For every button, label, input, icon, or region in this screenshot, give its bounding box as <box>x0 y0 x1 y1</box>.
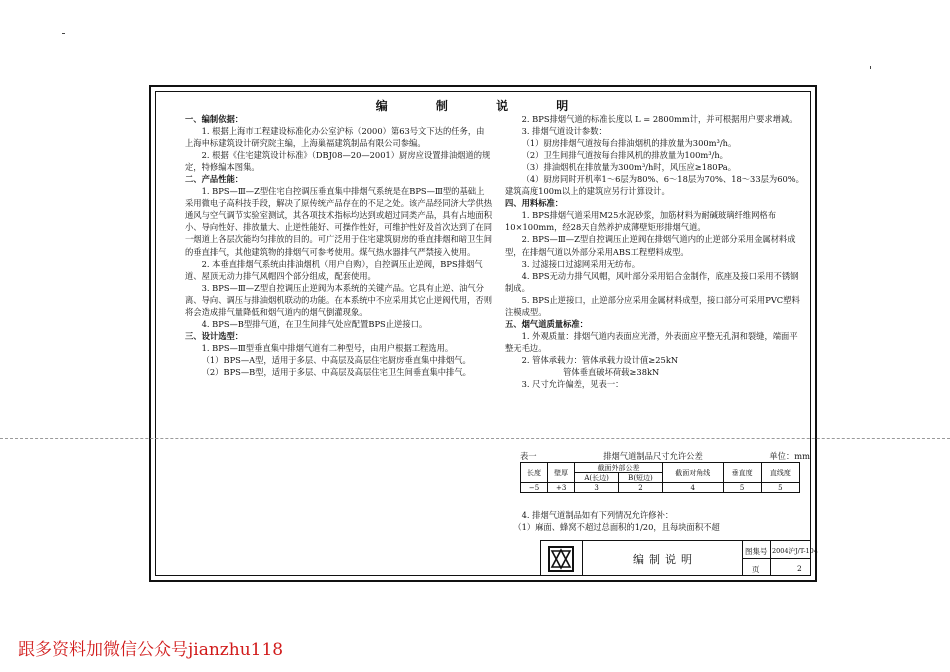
paragraph: 5. BPS止逆接口，止逆部分应采用金属材料成型，接口部分可采用PVC塑料注模成型。 <box>505 294 800 317</box>
paragraph: 2. 根据《住宅建筑设计标准》（DBJ08—20—2001）厨房应设置排油烟道的规定，特修编本图集。 <box>185 150 491 173</box>
paragraph: （2）卫生间排气道按每台排风机的排放量为100m³/h。 <box>521 150 728 161</box>
header-diagonal: 截面对角线 <box>662 463 723 483</box>
paragraph: （1）麻面、蜂窝不超过总面积的1/20，且每块面积不超 <box>513 522 720 533</box>
tolerance-table <box>520 462 800 493</box>
fold-line <box>0 438 950 439</box>
paragraph: 1. BPS—Ⅲ—Z型住宅自控调压垂直集中排烟气系统是在BPS—Ⅲ型的基础上采用微电子高科技手段，解决了原传统产品存在的不足之处。该产品经同济大学供热通风与空气调节实验室测试，其各项技术指标均达到或超过同类产品，具有占地面积小、导向性好、排放量大、止逆性能好、可操作性好，可维护性好及首次达到了在同一烟道上各层次能均匀排放的目的。可广泛用于住宅建筑厨房的垂直排烟和暗卫生间的垂直排气，其他建筑物的排烟气可参考使用。煤气热水器排气严禁接入使用。 <box>185 186 492 257</box>
paragraph: 2. BPS排烟气道的标准长度以 L = 2800mm计，并可根据用户要求增减。 <box>521 114 798 124</box>
paragraph: 3. BPS—Ⅲ—Z型自控调压止逆阀为本系统的关键产品。它具有止逆、油气分离、导向、调压与排油烟机联动的功能。在本系统中不应采用其它止逆阀代用，否则将会造成排气量降低和烟气道内的烟气倒灌现象。 <box>185 282 492 317</box>
paragraph: 1. BPS排烟气道采用M25水泥砂浆，加筋材料为耐碱玻璃纤维网格布10×100mm，经28天自然养护成薄壁矩形排烟气道。 <box>505 210 776 233</box>
header-wall: 壁厚 <box>548 463 575 483</box>
paragraph: 2. 本垂直排烟气系统由排油烟机（用户自购），自控调压止逆阀，BPS排烟气道、屋顶无动力排气风帽四个部分组成，配套使用。 <box>185 258 483 281</box>
header-straight: 直线度 <box>761 463 799 483</box>
table-title: 排烟气道制品尺寸允许公差 <box>603 451 703 461</box>
section-heading: 二、产品性能： <box>185 174 244 185</box>
title-block-rule <box>742 558 811 559</box>
paragraph: 1. 根据上海市工程建设标准化办公室沪标（2000）第63号文下达的任务，由上海申标建筑设计研究院主编，上海巢福建筑制品有限公司参编。 <box>185 126 485 149</box>
paragraph: （4）厨房同时开机率1～6层为80%、6～18层为70%、18～33层为60%。建筑高度100m以上的建筑应另行计算设计。 <box>505 174 804 197</box>
paragraph: 1. BPS—Ⅲ型垂直集中排烟气道有二种型号，由用户根据工程选用。 <box>201 342 454 353</box>
paragraph: 4. 排烟气道制品如有下列情况允许修补： <box>521 510 674 520</box>
left-column <box>185 113 492 378</box>
section-heading: 五、烟气道质量标准： <box>505 318 588 329</box>
paragraph: （1）厨房排烟气道按每台排油烟机的排放量为300m³/h。 <box>521 138 737 149</box>
section-heading: 一、编制依据： <box>185 114 244 124</box>
paragraph: 管体垂直破坏荷载≥38kN <box>563 366 660 377</box>
paragraph: 3. 过滤接口过滤网采用无纺布。 <box>521 258 641 269</box>
table-row <box>521 483 800 493</box>
paragraph: 2. 管体承载力：管体承载力设计值≥25kN <box>521 354 679 365</box>
section-heading: 四、用料标准： <box>505 198 564 209</box>
paragraph: （3）排油烟机在排放量为300m³/h时，风压应≥180Pa。 <box>521 162 737 173</box>
page-label: 页 <box>752 565 760 574</box>
cell-long-side: 3 <box>575 483 619 493</box>
paragraph: 4. BPS无动力排气风帽，风叶部分采用铝合金制作，底座及接口采用不锈钢制成。 <box>505 270 799 293</box>
header-section: 截面外部公差 <box>575 463 663 473</box>
page-number: 2 <box>797 564 802 573</box>
table-label: 表一 <box>520 451 537 461</box>
cell-wall: +3 <box>548 483 575 493</box>
header-short-side: B(短边) <box>619 473 663 483</box>
cell-diagonal: 4 <box>662 483 723 493</box>
watermark-text: 跟多资料加微信公众号jianzhu118 <box>18 640 284 660</box>
title-block-name: 编制说明 <box>633 553 697 566</box>
section-heading: 三、设计选型： <box>185 330 244 341</box>
paragraph: 2. BPS—Ⅲ—Z型自控调压止逆阀在排烟气道内的止逆部分采用金属材料成型，在排烟气道以外部分采用ABS工程塑料成型。 <box>505 234 796 257</box>
paragraph: 1. 外观质量：排烟气道内表面应光滑，外表面应平整无孔洞和裂缝，端面平整无毛边。 <box>505 330 798 353</box>
header-vertical: 垂直度 <box>723 463 761 483</box>
atlas-logo-icon <box>548 546 574 572</box>
title-block-divider <box>582 540 583 576</box>
atlas-number: 2004沪J/T-104 <box>772 547 818 555</box>
paragraph: 3. 排烟气道设计参数： <box>521 126 607 137</box>
atlas-number-label: 图集号 <box>745 547 768 556</box>
cell-short-side: 2 <box>619 483 663 493</box>
scan-speck <box>62 33 65 34</box>
paragraph: （2）BPS—B型，适用于多层、中高层及高层住宅卫生间垂直集中排气。 <box>201 366 471 377</box>
cell-length: −5 <box>521 483 548 493</box>
header-length: 长度 <box>521 463 548 483</box>
table-caption <box>520 450 810 462</box>
scan-speck <box>870 66 871 69</box>
paragraph: 3. 尺寸允许偏差，见表一： <box>521 379 624 390</box>
cell-vertical: 5 <box>723 483 761 493</box>
cell-straight: 5 <box>761 483 799 493</box>
header-long-side: A(长边) <box>575 473 619 483</box>
paragraph: （1）BPS—A型，适用于多层、中高层及高层住宅厨房垂直集中排烟气。 <box>201 354 471 365</box>
right-column <box>505 113 805 390</box>
right-column-after-table <box>505 509 805 533</box>
table-unit: 单位：mm <box>769 451 810 461</box>
paragraph: 4. BPS—B型排气道，在卫生间排气处应配置BPS止逆接口。 <box>201 318 428 329</box>
document-title: 编 制 说 明 <box>375 99 591 113</box>
